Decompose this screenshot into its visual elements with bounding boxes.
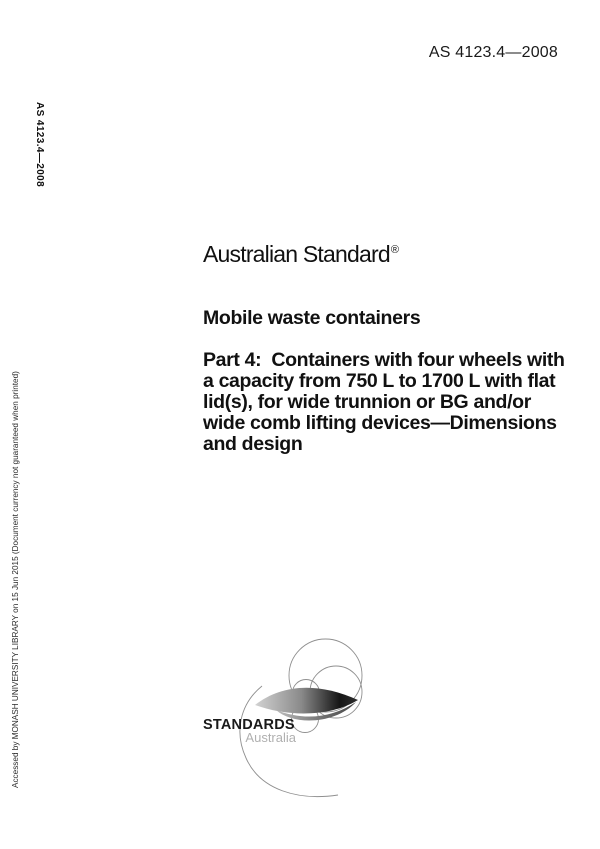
library-access-watermark: Accessed by MONASH UNIVERSITY LIBRARY on 15 Jun 2015 (Document currency not guaranteed when printed) <box>11 371 20 788</box>
standards-australia-logo <box>180 598 420 823</box>
part-heading-line: and design <box>203 433 303 455</box>
registered-trademark-symbol: ® <box>390 244 399 256</box>
standard-subtitle: Mobile waste containers <box>203 307 421 329</box>
logo-wordmark-australia: Australia <box>245 730 296 745</box>
standard-code-spine: AS 4123.4—2008 <box>34 102 45 188</box>
part-heading-line: Part 4: Containers with four wheels with <box>203 349 565 371</box>
part-heading-line: wide comb lifting devices—Dimensions <box>203 412 557 434</box>
part-heading-line: a capacity from 750 L to 1700 L with flat <box>203 370 556 392</box>
page-title-text: Australian Standard <box>203 241 390 267</box>
page-title <box>203 237 398 276</box>
logo-wave-swoosh <box>255 688 358 721</box>
logo-wordmark-standards: STANDARDS <box>203 717 295 733</box>
part-heading <box>203 350 565 455</box>
standard-code-header: AS 4123.4—2008 <box>428 44 558 61</box>
part-heading-line: lid(s), for wide trunnion or BG and/or <box>203 391 531 413</box>
